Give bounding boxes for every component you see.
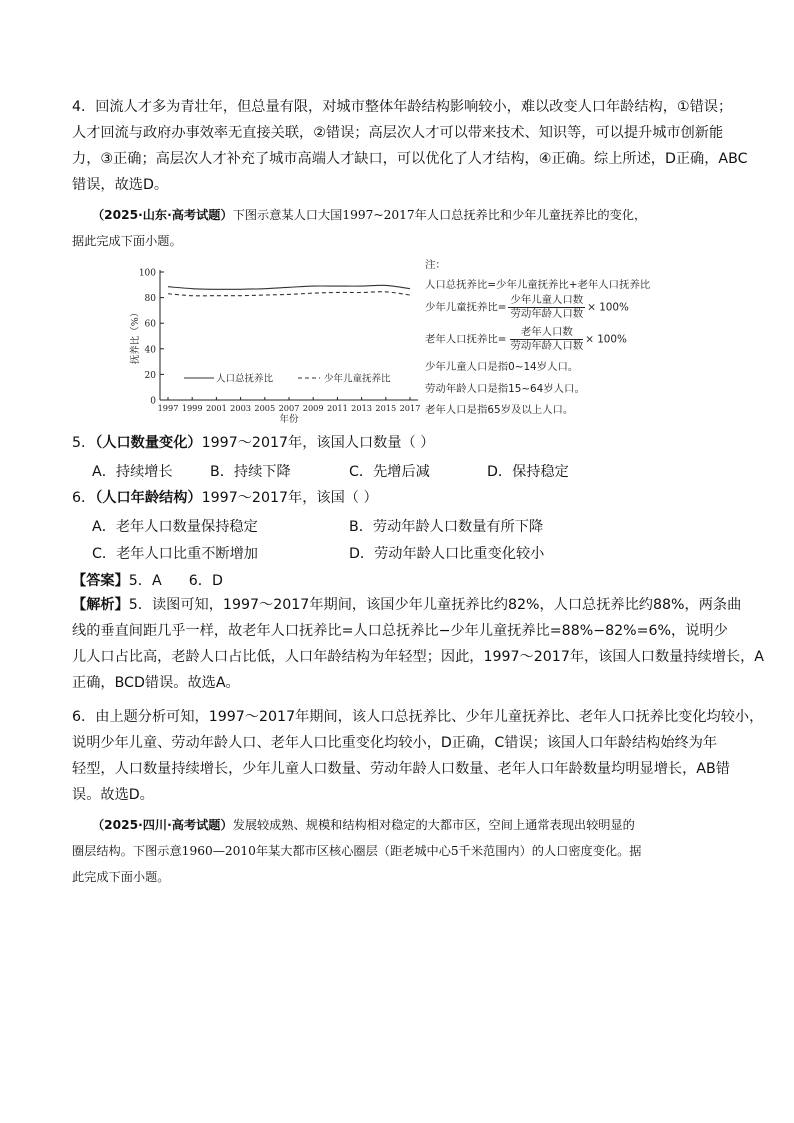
analysis-line: 误。故选D。	[72, 787, 154, 803]
analysis-6-paragraph	[72, 704, 764, 808]
y-tick-label: 0	[150, 396, 156, 407]
note-formula-total: 人口总抚养比=少年儿童抚养比+老年人口抚养比	[425, 279, 651, 291]
x-tick-label: 2011	[326, 403, 348, 413]
question-tag: （人口数量变化）	[95, 435, 202, 451]
note-formula-child	[425, 294, 629, 321]
question-5	[72, 430, 434, 456]
x-tick-label: 2007	[278, 403, 300, 413]
y-tick-label: 40	[144, 345, 156, 356]
chart-labels	[129, 269, 420, 426]
y-tick-label: 60	[144, 319, 156, 330]
question-stem: 1997～2017年，该国（ ）	[201, 490, 378, 506]
answer-text: 5．A 6．D	[128, 573, 223, 589]
question-source: （2025·山东·高考试题）	[92, 208, 233, 222]
option-c[interactable]: C．先增后减	[349, 464, 430, 480]
question-number: 6．	[72, 490, 96, 506]
intro-text: 据此完成下面小题。	[72, 234, 182, 248]
question-6	[72, 485, 378, 511]
question-intro-sichuan	[72, 812, 734, 890]
question-stem: 1997～2017年，该国人口数量（ ）	[201, 435, 435, 451]
formula-lhs: 少年儿童抚养比=	[425, 301, 507, 314]
x-tick-label: 2017	[399, 403, 421, 413]
question-source: （2025·四川·高考试题）	[92, 818, 233, 832]
answer4-paragraph	[72, 94, 748, 198]
option-a[interactable]: A．老年人口数量保持稳定	[92, 519, 258, 535]
option-c[interactable]: C．老年人口比重不断增加	[92, 546, 258, 562]
intro-text: 下图示意某人口大国1997~2017年人口总抚养比和少年儿童抚养比的变化，	[232, 208, 647, 222]
note-definition-working: 劳动年龄人口是指15~64岁人口。	[425, 383, 585, 395]
option-a[interactable]: A．持续增长	[92, 464, 173, 480]
analysis-line: 线的垂直间距几乎一样，故老年人口抚养比=人口总抚养比−少年儿童抚养比=88%−82%=6%，说明少	[72, 623, 728, 639]
formula-lhs: 老年人口抚养比=	[425, 333, 507, 346]
formula-denominator: 劳动年龄人口数	[510, 340, 584, 352]
x-tick-label: 2001	[205, 403, 227, 413]
analysis-line: 【解析】5．读图可知，1997～2017年期间，该国少年儿童抚养比约82%，人口总抚养比约88%，两条曲	[72, 597, 742, 613]
question-number: 5．	[72, 435, 96, 451]
answer4-line: 4．回流人才多为青壮年，但总量有限，对城市整体年龄结构影响较小，难以改变人口年龄结构，①错误；	[72, 99, 733, 115]
option-d[interactable]: D．劳动年龄人口比重变化较小	[349, 546, 545, 562]
analysis-line: 6．由上题分析可知，1997～2017年期间，该人口总抚养比、少年儿童抚养比、老年人口抚养比变化均较小，	[72, 709, 764, 725]
x-tick-label: 2013	[351, 403, 373, 413]
analysis-line: 说明少年儿童、劳动年龄人口、老年人口比重变化均较小，D正确，C错误；该国人口年龄结构始终为年	[72, 735, 718, 751]
legend-label: 少年儿童抚养比	[324, 373, 391, 385]
formula-numerator: 少年儿童人口数	[510, 294, 584, 306]
y-tick-label: 20	[144, 370, 156, 381]
x-tick-label: 2005	[254, 403, 276, 413]
note-formula-elderly	[425, 326, 627, 353]
answer4-line: 力，③正确；高层次人才补充了城市高端人才缺口，可以优化了人才结构，④正确。综上所述，D正确，ABC	[72, 151, 748, 167]
analysis-line: 轻型，人口数量持续增长，少年儿童人口数量、劳动年龄人口数量、老年人口年龄数量均明显增长，AB错	[72, 761, 730, 777]
note-definition-child: 少年儿童人口是指0~14岁人口。	[425, 361, 579, 373]
y-tick-label: 100	[138, 268, 156, 279]
intro-text: 圈层结构。下图示意1960—2010年某大都市区核心圈层（距老城中心5千米范围内）的人口密度变化。据	[72, 844, 642, 858]
note-title: 注：	[425, 259, 446, 271]
formula-denominator: 劳动年龄人口数	[510, 308, 584, 320]
option-b[interactable]: B．劳动年龄人口数量有所下降	[349, 519, 544, 535]
analysis-label: 【解析】	[72, 597, 129, 613]
formula-tail: × 100%	[587, 301, 629, 314]
series-line-total-dependency	[168, 285, 410, 289]
legend-label: 人口总抚养比	[216, 373, 274, 385]
formula-numerator: 老年人口数	[510, 326, 583, 340]
chart-axes	[160, 270, 418, 400]
x-tick-label: 2003	[230, 403, 252, 413]
option-b[interactable]: B．持续下降	[210, 464, 291, 480]
series-line-child-dependency	[168, 292, 410, 296]
option-d[interactable]: D．保持稳定	[487, 464, 569, 480]
y-axis-label: 抚养比（%）	[130, 307, 141, 365]
x-axis-label: 年份	[279, 414, 299, 425]
analysis-5-paragraph	[72, 592, 764, 696]
answer-line	[72, 570, 223, 590]
intro-text: 此完成下面小题。	[72, 870, 170, 884]
answer-label: 【答案】	[72, 573, 129, 589]
chart-series	[168, 285, 410, 295]
analysis-line: 儿人口占比高，老龄人口占比低，人口年龄结构为年轻型；因此，1997～2017年，该国人口数量持续增长，A	[72, 649, 764, 665]
x-tick-label: 2009	[302, 403, 324, 413]
question-intro-shandong	[72, 202, 734, 254]
intro-text: 发展较成熟、规模和结构相对稳定的大都市区，空间上通常表现出较明显的	[232, 818, 635, 832]
y-tick-label: 80	[144, 294, 156, 305]
x-tick-label: 1999	[181, 403, 203, 413]
answer4-line: 错误，故选D。	[72, 177, 169, 193]
note-definition-elderly: 老年人口是指65岁及以上人口。	[425, 404, 574, 416]
answer4-line: 人才回流与政府办事效率无直接关联，②错误；高层次人才可以带来技术、知识等，可以提升城市创新能	[72, 125, 724, 141]
x-tick-label: 1997	[157, 403, 179, 413]
x-tick-label: 2015	[375, 403, 397, 413]
analysis-line: 正确，BCD错误。故选A。	[72, 675, 240, 691]
question-tag: （人口年龄结构）	[95, 490, 202, 506]
formula-tail: × 100%	[585, 333, 627, 346]
